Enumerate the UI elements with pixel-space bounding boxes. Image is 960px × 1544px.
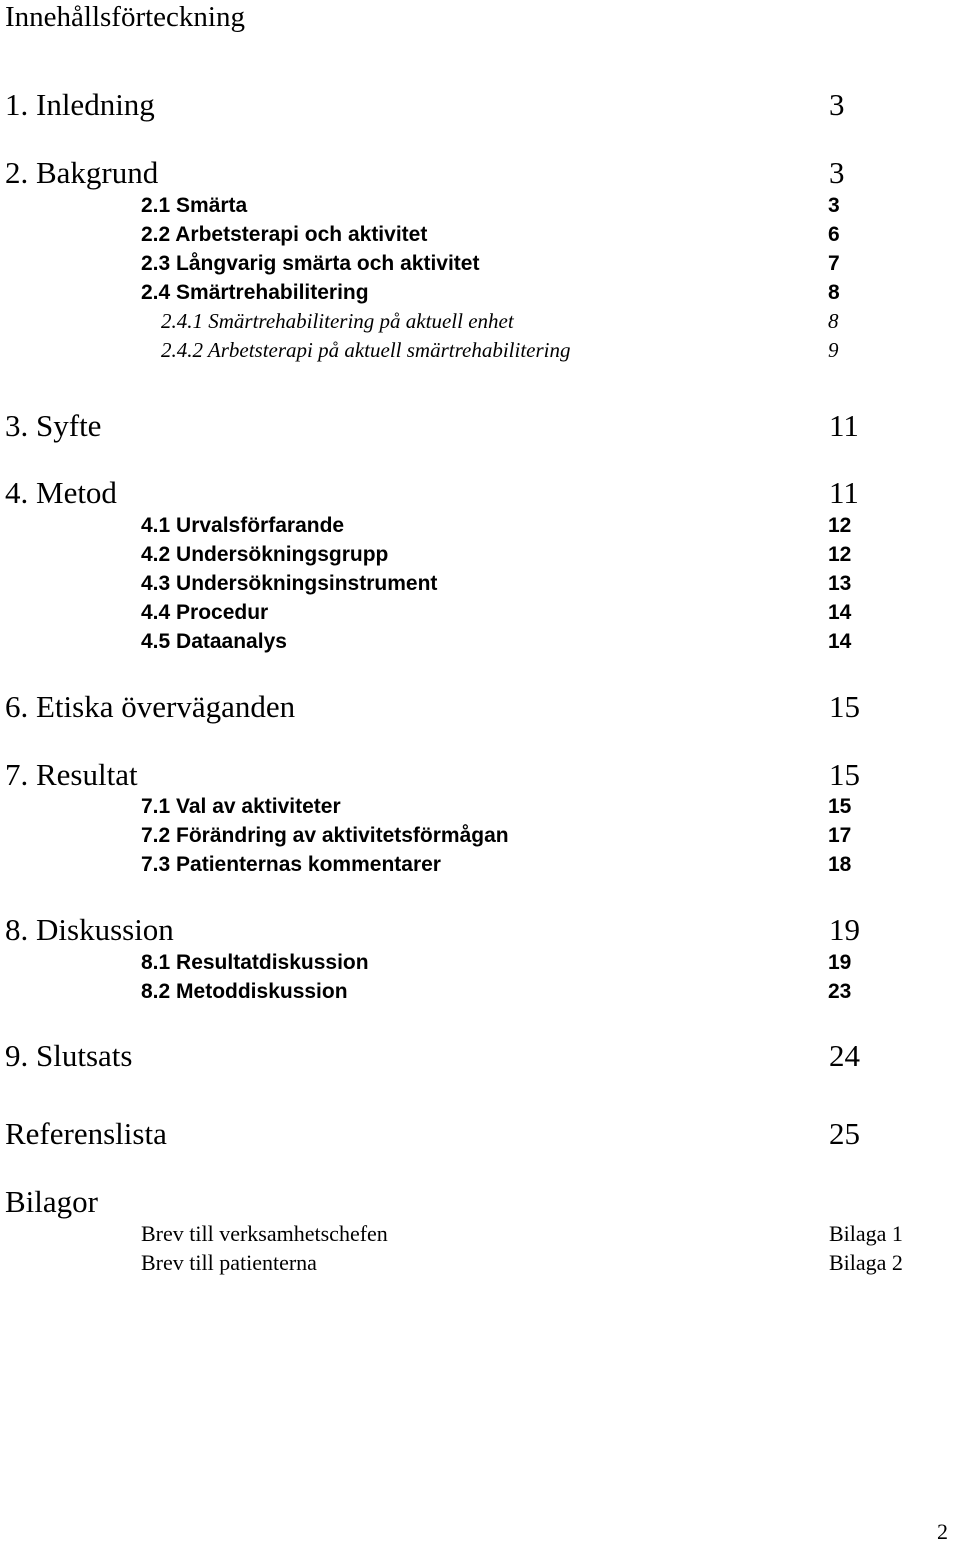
toc-entry	[0, 1250, 960, 1275]
toc-entry-page: 8	[828, 281, 840, 304]
toc-entry-page: 18	[828, 853, 852, 876]
toc-entry	[0, 951, 960, 974]
toc-entry-page: 23	[828, 980, 852, 1003]
toc-entry-page: 17	[828, 824, 852, 847]
toc-entry-label: 7. Resultat	[5, 757, 138, 792]
toc-entry-page: Bilaga 2	[829, 1250, 903, 1275]
toc-entry-label: 4.3 Undersökningsinstrument	[141, 572, 438, 595]
toc-entry-page: 25	[829, 1116, 860, 1151]
toc-entry-page: 12	[828, 514, 852, 537]
toc-entry-label: 2.4.1 Smärtrehabilitering på aktuell enhet	[161, 309, 514, 333]
toc-entry-label: 2.1 Smärta	[141, 194, 248, 217]
page-number: 2	[937, 1519, 948, 1544]
toc-entry-page: 7	[828, 252, 840, 275]
toc-entry-label: 2.4 Smärtrehabilitering	[141, 281, 369, 304]
toc-entry-label: 8. Diskussion	[5, 912, 174, 947]
toc-entry-page: 9	[828, 338, 839, 362]
toc-entry	[0, 309, 960, 333]
toc-entry	[0, 601, 960, 624]
toc-entry	[0, 338, 960, 362]
toc-entry	[0, 824, 960, 847]
toc-entry-label: 2.2 Arbetsterapi och aktivitet	[141, 223, 428, 246]
toc-entry	[0, 155, 960, 190]
toc-entry-page: 11	[829, 408, 859, 443]
toc-entry-label: 7.1 Val av aktiviteter	[141, 795, 341, 818]
toc-entry-label: 2.3 Långvarig smärta och aktivitet	[141, 252, 480, 275]
toc-entry-page: 24	[829, 1038, 860, 1073]
toc-entry-page: 3	[828, 194, 840, 217]
toc-entry-label: 8.1 Resultatdiskussion	[141, 951, 369, 974]
toc-entry-label: 8.2 Metoddiskussion	[141, 980, 348, 1003]
toc-entry-page: 3	[829, 155, 845, 190]
toc-entry-label: 3. Syfte	[5, 408, 102, 443]
toc-entry-page: 19	[829, 912, 860, 947]
toc-entry-label: 4.1 Urvalsförfarande	[141, 514, 345, 537]
toc-entry-page: 3	[829, 87, 845, 122]
toc-entry-label: Referenslista	[5, 1116, 167, 1151]
toc-entry	[0, 689, 960, 724]
toc-entry-label: 4.5 Dataanalys	[141, 630, 287, 653]
toc-entry	[0, 980, 960, 1003]
toc-entry-page: 6	[828, 223, 840, 246]
toc-entry-page: 14	[828, 630, 852, 653]
toc-entry-page: 13	[828, 572, 852, 595]
toc-entry	[0, 1116, 960, 1151]
toc-entry	[0, 252, 960, 275]
toc-entry-page: Bilaga 1	[829, 1221, 903, 1246]
toc-entry-page: 15	[828, 795, 852, 818]
toc-entry-label: 2.4.2 Arbetsterapi på aktuell smärtrehabilitering	[161, 338, 571, 362]
toc-entry	[0, 572, 960, 595]
toc-entry	[0, 543, 960, 566]
toc-entry	[0, 757, 960, 792]
toc-entry	[0, 281, 960, 304]
toc-entry-page: 12	[828, 543, 852, 566]
toc-entry	[0, 475, 960, 510]
toc-entry	[0, 853, 960, 876]
toc-entry	[0, 223, 960, 246]
toc-entry	[0, 1038, 960, 1073]
toc-entry	[0, 87, 960, 122]
toc-entry-label: 6. Etiska överväganden	[5, 689, 296, 724]
toc-entry-label: 1. Inledning	[5, 87, 155, 122]
toc-entry-label: Brev till patienterna	[141, 1250, 317, 1275]
toc-entry-label: 4.2 Undersökningsgrupp	[141, 543, 389, 566]
toc-entry-page: 11	[829, 475, 859, 510]
toc-entry-label: Brev till verksamhetschefen	[141, 1221, 388, 1246]
toc-entry	[0, 1184, 960, 1219]
toc-entry-label: 9. Slutsats	[5, 1038, 133, 1073]
toc-entry-page: 14	[828, 601, 852, 624]
toc-entry	[0, 795, 960, 818]
toc-entry-page: 19	[828, 951, 852, 974]
toc-entry-label: Bilagor	[5, 1184, 98, 1219]
toc-entry	[0, 630, 960, 653]
toc-entry-label: 4.4 Procedur	[141, 601, 269, 624]
toc-entry-page: 15	[829, 689, 860, 724]
toc-entry	[0, 514, 960, 537]
toc-entry-label: 7.2 Förändring av aktivitetsförmågan	[141, 824, 509, 847]
toc-entry-label: 4. Metod	[5, 475, 117, 510]
toc-entry	[0, 194, 960, 217]
toc-entry-page: 15	[829, 757, 860, 792]
toc-entry	[0, 912, 960, 947]
toc-title: Innehållsförteckning	[5, 1, 245, 33]
toc-entry-page: 8	[828, 309, 839, 333]
toc-entry	[0, 408, 960, 443]
toc-entry-label: 2. Bakgrund	[5, 155, 159, 190]
toc-entry	[0, 1221, 960, 1246]
toc-entry-label: 7.3 Patienternas kommentarer	[141, 853, 441, 876]
